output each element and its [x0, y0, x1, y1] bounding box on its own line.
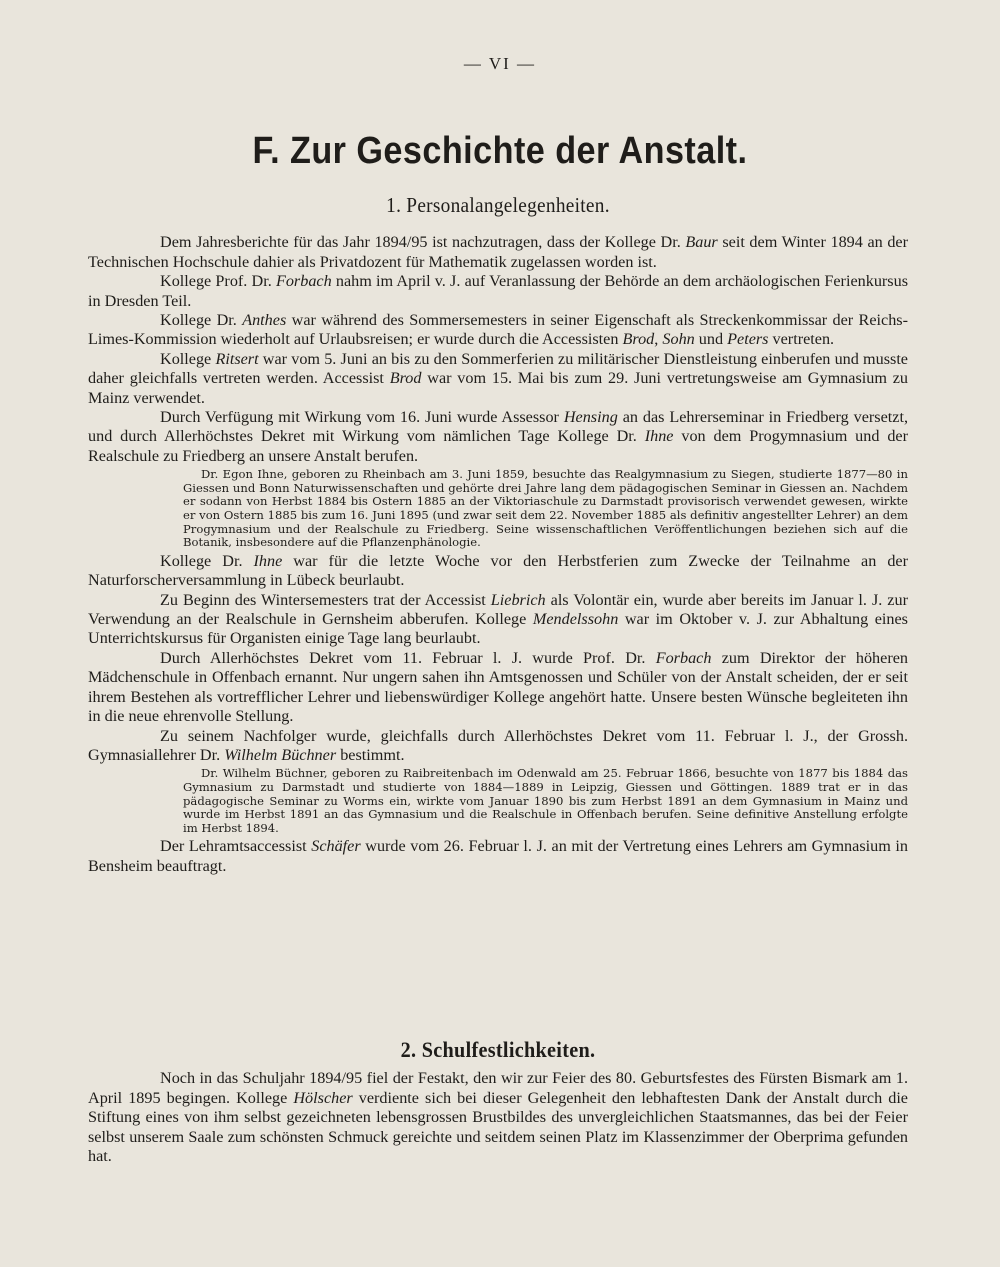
- paragraph: Durch Verfügung mit Wirkung vom 16. Juni wurde Assessor Hensing an das Lehrerseminar in Friedberg versetzt, und durch Allerhöchstes Dekret mit Wirkung vom nämlichen Tage Kollege Dr. Ihne von dem Progymnasium und der Realschule zu Friedberg an unsere Anstalt berufen.: [88, 408, 909, 465]
- section-heading-personal: 1. Personalangelegenheiten.: [386, 193, 610, 217]
- paragraph: Dem Jahresberichte für das Jahr 1894/95 ist nachzutragen, dass der Kollege Dr. Baur seit dem Winter 1894 an der Technischen Hochschule dahier als Privatdozent für Mathematik zugelassen worden ist.: [88, 233, 908, 271]
- section-heading-festivities: 2. Schulfestlichkeiten.: [400, 1037, 596, 1062]
- paragraph: Noch in das Schuljahr 1894/95 fiel der Festakt, den wir zur Feier des 80. Geburtsfestes des Fürsten Bismark am 1. April 1895 begingen. Kollege Hölscher verdiente sich bei dieser Gelegenheit den lebhaftesten Dank der Anstalt durch die Stiftung eines von ihm selbst gezeichneten lebensgrossen Brustbildes des unvergleichlichen Staatsmannes, das bei der Feier selbst unserem Saale zum schönsten Schmuck gereichte und seitdem seinen Platz im Klassenzimmer der Oberprima gefunden hat.: [88, 1069, 908, 1166]
- paragraph: Kollege Ritsert war vom 5. Juni an bis zu den Sommerferien zu militärischer Dienstleistung einberufen und musste daher gleichfalls vertreten werden. Accessist Brod war vom 15. Mai bis zum 29. Juni vertretungsweise am Gymnasium zu Mainz verwendet.: [88, 349, 908, 407]
- paragraph: Zu Beginn des Wintersemesters trat der Accessist Liebrich als Volontär ein, wurde aber bereits im Januar l. J. zur Verwendung an der Realschule in Gernsheim abberufen. Kollege Mendelssohn war im Oktober v. J. zur Abhaltung eines Unterrichtskursus für Organisten einige Tage lang beurlaubt.: [88, 590, 908, 648]
- footnote-ihne: Dr. Egon Ihne, geboren zu Rheinbach am 3. Juni 1859, besuchte das Realgymnasium zu Siegen, studierte 1877—80 in Giessen und Bonn Naturwissenschaften und gehörte drei Jahre lang dem pädagogischen Seminar in Giessen an. Nachdem er sodann von Herbst 1884 bis Ostern 1885 an der Viktoriaschule zu Darmstadt provisorisch verwendet gewesen, wirkte er von Ostern 1885 bis zum 16. Juni 1895 (und zwar seit dem 22. November 1885 als definitiv angestellter Lehrer) an dem Progymnasium und der Realschule zu Friedberg. Seine wissenschaftlichen Veröffentlichungen beziehen sich auf die Botanik, insbesondere auf die Pflanzenphänologie.: [183, 467, 908, 550]
- paragraph: Kollege Dr. Anthes war während des Sommersemesters in seiner Eigenschaft als Streckenkommissar der Reichs-Limes-Kommission wiederholt auf Urlaubsreisen; er wurde durch die Accessisten Brod, Sohn und Peters vertreten.: [88, 311, 908, 349]
- page-number: — VI —: [463, 54, 537, 73]
- chapter-title: F. Zur Geschichte der Anstalt.: [252, 130, 748, 172]
- section-festivities: [88, 1037, 908, 1166]
- section-personal: [88, 193, 909, 876]
- paragraph: Der Lehramtsaccessist Schäfer wurde vom 26. Februar l. J. an mit der Vertretung eines Lehrers am Gymnasium in Bensheim beauftragt.: [88, 837, 908, 875]
- paragraph: Kollege Prof. Dr. Forbach nahm im April v. J. auf Veranlassung der Behörde an dem archäologischen Ferienkursus in Dresden Teil.: [88, 272, 908, 310]
- paragraph: Durch Allerhöchstes Dekret vom 11. Februar l. J. wurde Prof. Dr. Forbach zum Direktor der höheren Mädchenschule in Offenbach ernannt. Nur ungern sahen ihn Amtsgenossen und Schüler von der Anstalt scheiden, der er seit ihrem Bestehen als vortrefflicher Lehrer und liebenswürdiger Kollege angehört hatte. Unsere besten Wünsche begleiteten ihn in die neue ehrenvolle Stellung.: [88, 648, 908, 726]
- footnote-buechner: Dr. Wilhelm Büchner, geboren zu Raibreitenbach im Odenwald am 25. Februar 1866, besuchte von 1877 bis 1884 das Gymnasium zu Darmstadt und studierte von 1884—1889 in Leipzig, Giessen und Göttingen. 1889 trat er in das pädagogische Seminar zu Worms ein, wirkte vom Januar 1890 bis zum Herbst 1891 an dem Gymnasium in Mainz und wurde im Herbst 1891 an das Gymnasium und die Realschule in Offenbach berufen. Seine definitive Anstellung erfolgte im Herbst 1894.: [183, 766, 908, 835]
- paragraph: Kollege Dr. Ihne war für die letzte Woche vor den Herbstferien zum Zwecke der Teilnahme an der Naturforscherversammlung in Lübeck beurlaubt.: [88, 551, 908, 590]
- paragraph: Zu seinem Nachfolger wurde, gleichfalls durch Allerhöchstes Dekret vom 11. Februar l. J., der Grossh. Gymnasiallehrer Dr. Wilhelm Büchner bestimmt.: [88, 726, 908, 764]
